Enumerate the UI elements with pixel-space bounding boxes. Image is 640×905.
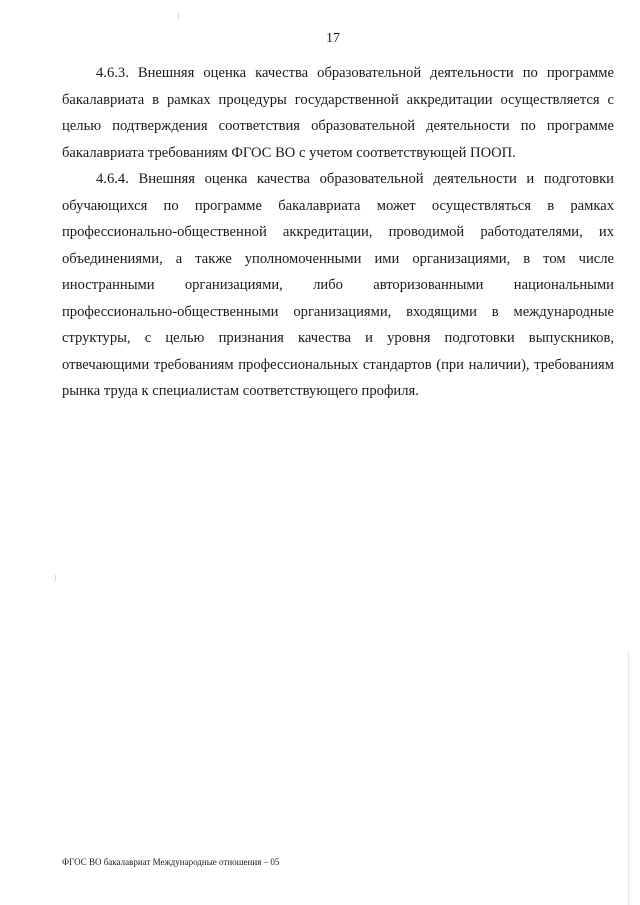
paragraph-4-6-4: 4.6.4. Внешняя оценка качества образовательной деятельности и подготовки обучающихся по программе бакалавриата может осуществляться в рамках профессионально-общественной аккредитации, проводимой работодателями, их объединениями, а также уполномоченными ими организациями, в том числе иностранными организациями, либо авторизованными национальными профессионально-общественными организациями, входящими в международные структуры, с целью признания качества и уровня подготовки выпускников, отвечающими требованиям профессиональных стандартов (при наличии), требованиям рынка труда к специалистам соответствующего профиля. [62,171,614,399]
paragraph-4-6-3: 4.6.3. Внешняя оценка качества образовательной деятельности по программе бакалавриата в рамках процедуры государственной аккредитации осуществляется с целью подтверждения соответствия образовательной деятельности по программе бакалавриата требованиям ФГОС ВО с учетом соответствующей ПООП. [62,65,614,161]
scan-artifact [628,650,629,905]
scan-artifact [178,12,179,20]
scan-artifact [55,575,56,581]
document-body [62,60,614,405]
page-number: 17 [326,31,340,46]
page-footer: ФГОС ВО бакалавриат Международные отношения – 05 [62,857,280,867]
